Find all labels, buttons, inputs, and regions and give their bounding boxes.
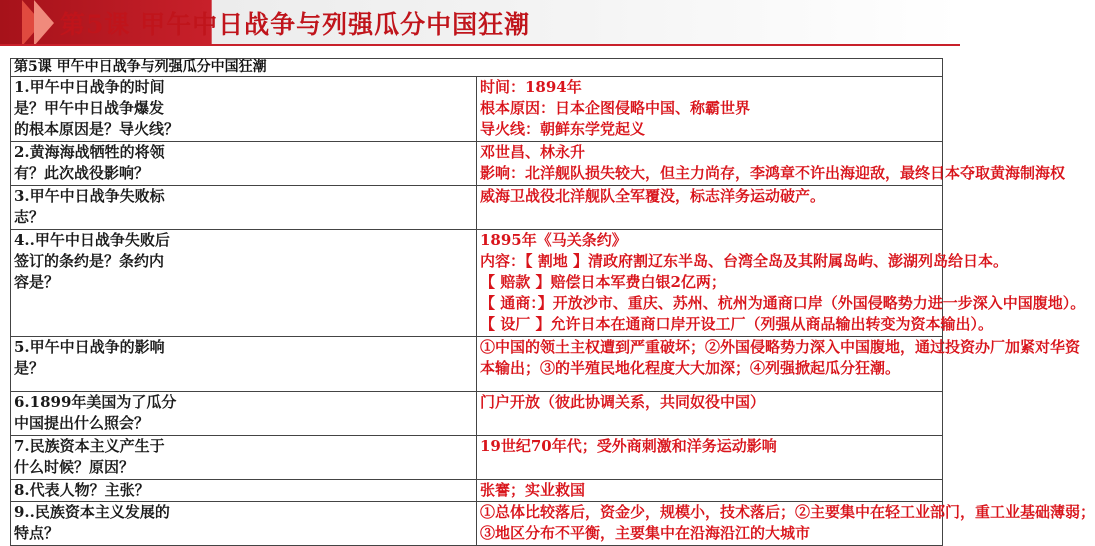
table-header-row <box>11 59 943 77</box>
answer-cell <box>477 230 1086 337</box>
question-cell <box>11 142 477 186</box>
question-line: 6.1899年美国为了瓜分 <box>14 393 177 411</box>
question-cell <box>11 186 477 230</box>
table-row <box>11 230 943 337</box>
answer-cell <box>477 186 943 230</box>
answer-cell <box>477 337 1081 392</box>
question-line: 8.代表人物？主张？ <box>14 481 150 499</box>
question-line: 特点？ <box>14 524 60 542</box>
question-line: 是？甲午中日战争爆发 <box>14 99 165 117</box>
question-line: 有？此次战役影响？ <box>14 164 150 182</box>
answer-line: ①总体比较落后，资金少，规模小，技术落后；②主要集中在轻工业部门，重工业基础薄弱； <box>480 503 1095 521</box>
answer-cell <box>477 480 943 502</box>
answer-line: 【 赔款 】赔偿日本军费白银2亿两； <box>480 273 726 291</box>
banner-underline <box>0 44 960 46</box>
title-banner <box>0 0 960 46</box>
question-cell <box>11 392 477 436</box>
question-line: 9..民族资本主义发展的 <box>14 503 170 521</box>
question-line: 7.民族资本主义产生于 <box>14 437 165 455</box>
answer-line: 威海卫战役北洋舰队全军覆没，标志洋务运动破产。 <box>480 187 826 205</box>
question-line: 什么时候？原因？ <box>14 458 135 476</box>
question-line: 志？ <box>14 208 45 226</box>
answer-cell <box>477 502 1095 546</box>
question-line: 中国提出什么照会？ <box>14 414 150 432</box>
qa-table <box>10 58 1095 546</box>
question-cell <box>11 502 477 546</box>
question-line: 的根本原因是？导火线？ <box>14 120 180 138</box>
answer-line: 时间：1894年 <box>480 78 582 96</box>
table-header: 第5课 甲午中日战争与列强瓜分中国狂潮 <box>11 59 943 77</box>
answer-line: 门户开放（彼此协调关系，共同奴役中国） <box>480 393 766 411</box>
question-line: 2.黄海海战牺牲的将领 <box>14 143 165 161</box>
answer-line: ①中国的领土主权遭到严重破坏；②外国侵略势力深入中国腹地，通过投资办厂加紧对华资 <box>480 338 1081 356</box>
table-row <box>11 337 943 392</box>
answer-line: 内容：【 割地 】清政府割辽东半岛、台湾全岛及其附属岛屿、澎湖列岛给日本。 <box>480 252 1008 270</box>
answer-line: 1895年《马关条约》 <box>480 231 627 249</box>
question-cell <box>11 480 477 502</box>
question-line: 5.甲午中日战争的影响 <box>14 338 165 356</box>
question-line: 1.甲午中日战争的时间 <box>14 78 165 96</box>
answer-line: ③地区分布不平衡，主要集中在沿海沿江的大城市 <box>480 524 811 542</box>
table-row <box>11 77 943 142</box>
question-cell <box>11 77 477 142</box>
table-row <box>11 142 943 186</box>
answer-line: 19世纪70年代；受外商刺激和洋务运动影响 <box>480 437 777 455</box>
question-line: 签订的条约是？条约内 <box>14 252 165 270</box>
table-row <box>11 186 943 230</box>
question-line: 容是？ <box>14 273 60 291</box>
answer-cell <box>477 142 1066 186</box>
table-row <box>11 480 943 502</box>
chevron-decoration-icon-light <box>34 0 54 46</box>
table-row <box>11 436 943 480</box>
answer-line: 邓世昌、林永升 <box>480 143 586 161</box>
answer-line: 影响：北洋舰队损失较大，但主力尚存，李鸿章不许出海迎敌，最终日本夺取黄海制海权 <box>480 164 1066 182</box>
question-line: 是？ <box>14 359 45 377</box>
answer-line: 【 设厂 】允许日本在通商口岸开设工厂（列强从商品输出转变为资本输出）。 <box>480 315 993 333</box>
question-cell <box>11 436 477 480</box>
answer-cell <box>477 77 943 142</box>
table-row <box>11 392 943 436</box>
question-line: 4..甲午中日战争失败后 <box>14 231 170 249</box>
answer-line: 本输出；③的半殖民地化程度大大加深；④列强掀起瓜分狂潮。 <box>480 359 901 377</box>
answer-line: 张謇；实业救国 <box>480 481 586 499</box>
table-row <box>11 502 943 546</box>
answer-line: 【 通商：】开放沙市、重庆、苏州、杭州为通商口岸（外国侵略势力进一步深入中国腹地）。 <box>480 294 1086 312</box>
answer-cell <box>477 436 943 480</box>
question-cell <box>11 230 477 337</box>
question-line: 3.甲午中日战争失败标 <box>14 187 165 205</box>
answer-line: 根本原因：日本企图侵略中国、称霸世界 <box>480 99 751 117</box>
answer-cell <box>477 392 943 436</box>
question-cell <box>11 337 477 392</box>
slide-title: 第5课 甲午中日战争与列强瓜分中国狂潮 <box>60 10 531 39</box>
answer-line: 导火线：朝鲜东学党起义 <box>480 120 646 138</box>
